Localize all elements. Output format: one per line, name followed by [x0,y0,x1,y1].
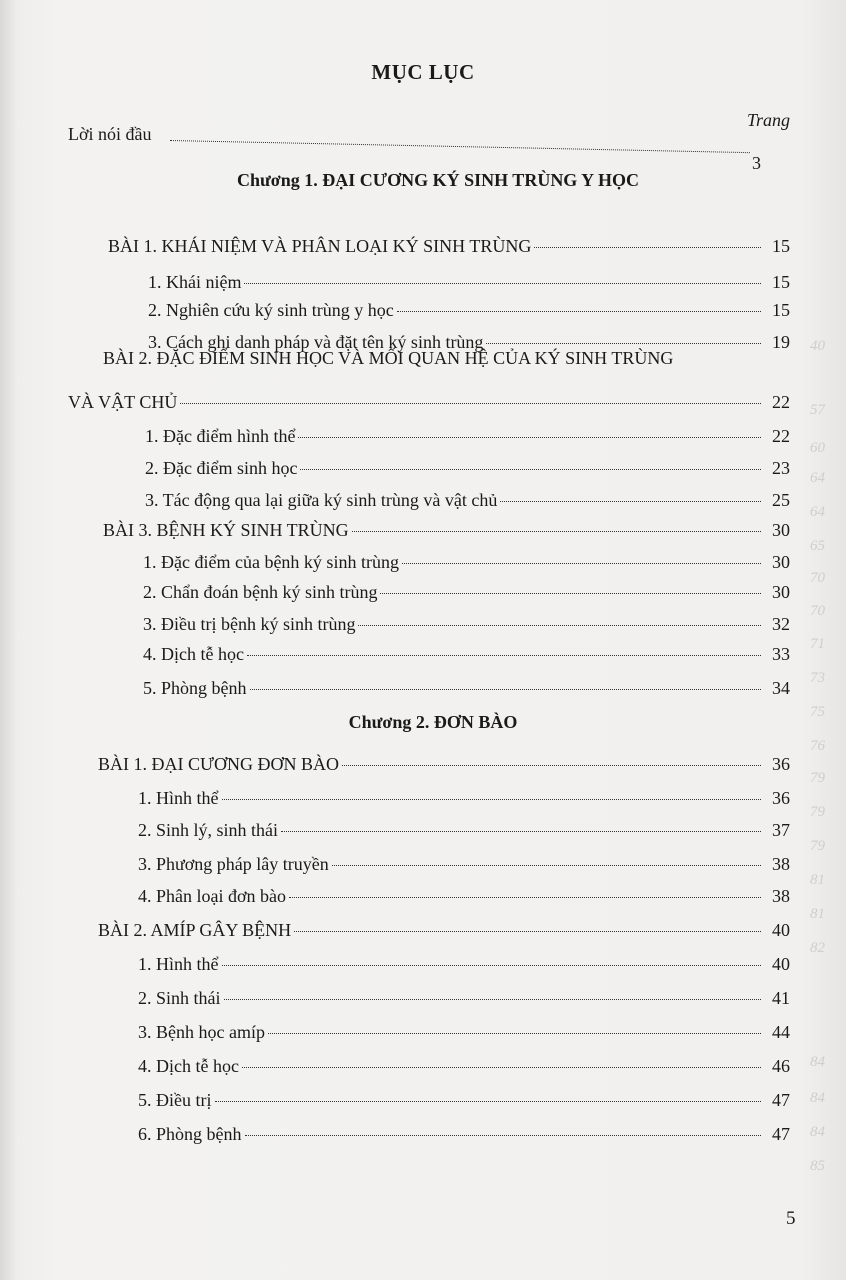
toc-page-number: 22 [772,426,790,446]
dot-leader [332,865,761,866]
toc-item-label: 2. Chẩn đoán bệnh ký sinh trùng [143,582,378,602]
dot-leader [402,563,761,564]
toc-item-row [138,1022,790,1043]
toc-item-row [148,272,790,293]
toc-item-row [143,582,790,603]
toc-lesson-row [103,520,790,541]
toc-item-label: 5. Phòng bệnh [143,678,247,698]
bleed-through-number: 76 [810,738,825,754]
toc-item-row [143,614,790,635]
dot-leader [352,531,761,532]
toc-page-number: 30 [772,582,790,602]
toc-page-number: 3 [752,153,761,173]
toc-lesson-row [98,754,790,775]
toc-item-label: 3. Cách ghi danh pháp và đặt tên ký sinh trùng [148,332,484,352]
dot-leader [500,501,761,502]
toc-item-row [138,854,790,875]
toc-page-number: 44 [772,1022,790,1042]
toc-page-number: 25 [772,490,790,510]
toc-item-row [143,678,790,699]
toc-item-row [145,490,790,511]
toc-item-row [145,458,790,479]
toc-lesson-row [68,392,790,413]
toc-page-number: 19 [772,332,790,352]
toc-item-label: 2. Sinh lý, sinh thái [138,820,279,840]
toc-page-number: 36 [772,754,790,774]
dot-leader [289,897,761,898]
toc-item-row [143,552,790,573]
toc-item-row [138,1056,790,1077]
toc-item-row [138,988,790,1009]
chapter-heading-1: Chương 1. ĐẠI CƯƠNG KÝ SINH TRÙNG Y HỌC [237,170,639,190]
bleed-through-number: 65 [810,538,825,554]
toc-page-number: 38 [772,854,790,874]
dot-leader [250,689,762,690]
bleed-through-number: 84 [810,1124,825,1140]
page-column-label: Trang [746,110,790,130]
dot-leader [486,343,761,344]
bleed-through-number: 79 [810,838,825,854]
toc-lesson-row [98,920,790,941]
dot-leader [358,625,761,626]
toc-item-label: 4. Dịch tễ học [143,644,244,664]
page-number-footer: 5 [786,1208,796,1229]
toc-page-number: 36 [772,788,790,808]
dot-leader [245,1135,762,1136]
toc-item-label: 5. Điều trị [138,1090,212,1110]
bleed-through-number: 84 [810,1090,825,1106]
bleed-through-number: 73 [810,670,825,686]
toc-item-label: 1. Hình thể [138,954,219,974]
dot-leader [281,831,761,832]
toc-page-number: 46 [772,1056,790,1076]
toc-item-label: 2. Nghiên cứu ký sinh trùng y học [148,300,394,320]
toc-item-row [138,788,790,809]
toc-lesson-label: BÀI 3. BỆNH KÝ SINH TRÙNG [103,520,349,540]
bleed-through-number: 70 [810,570,825,586]
bleed-through-number: 82 [810,940,825,956]
toc-item-label: 1. Đặc điểm của bệnh ký sinh trùng [143,552,399,572]
toc-item-label: 2. Đặc điểm sinh học [145,458,298,478]
toc-lesson-label: BÀI 1. KHÁI NIỆM VÀ PHÂN LOẠI KÝ SINH TRÙNG [108,236,532,256]
toc-item-row [148,300,790,321]
toc-item-label: 4. Phân loại đơn bào [138,886,286,906]
toc-lesson-row [108,236,790,257]
toc-item-row [138,1124,790,1145]
toc-item-row [138,886,790,907]
bleed-through-number: 70 [810,603,825,619]
toc-item-label: 2. Sinh thái [138,988,221,1008]
toc-page-number: 47 [772,1124,790,1144]
bleed-through-number: 79 [810,770,825,786]
toc-page-number: 15 [772,300,790,320]
bleed-through-number: 71 [810,636,825,652]
toc-page-number: 38 [772,886,790,906]
toc-page-number: 37 [772,820,790,840]
bleed-through-number: 79 [810,804,825,820]
toc-page-number: 47 [772,1090,790,1110]
bleed-through-number: 75 [810,704,825,720]
dot-leader [215,1101,762,1102]
chapter-heading-2: Chương 2. ĐƠN BÀO [348,712,518,732]
bleed-through-number: 57 [810,402,825,418]
toc-item-row [138,1090,790,1111]
toc-item-label: 1. Khái niệm [148,272,242,292]
dot-leader [222,965,762,966]
toc-item-row [138,820,790,841]
toc-item-label: 1. Đặc điểm hình thể [145,426,296,446]
dot-leader [244,283,761,284]
dot-leader [300,469,761,470]
toc-page-number: 23 [772,458,790,478]
dot-leader [298,437,761,438]
bleed-through-number: 40 [810,338,825,354]
toc-page-number: 40 [772,954,790,974]
toc-lesson-label-line2: VÀ VẬT CHỦ [68,392,178,412]
toc-page-number: 40 [772,920,790,940]
toc-page-number: 15 [772,236,790,256]
dot-leader [380,593,761,594]
dot-leader [534,247,761,248]
dot-leader [247,655,761,656]
toc-item-label: 3. Bệnh học amíp [138,1022,265,1042]
toc-item-row [143,644,790,665]
toc-lesson-label-line1: BÀI 2. ĐẶC ĐIỂM SINH HỌC VÀ MỐI QUAN HỆ CỦA KÝ SINH TRÙNG [103,348,674,368]
bleed-through-number: 84 [810,1054,825,1070]
bleed-through-number: 60 [810,440,825,456]
toc-page-number: 15 [772,272,790,292]
dot-leader [180,403,761,404]
toc-item-label: 4. Dịch tễ học [138,1056,239,1076]
page-title: MỤC LỤC [371,60,475,84]
toc-item-row [145,426,790,447]
bleed-through-number: 64 [810,504,825,520]
toc-item-label: 6. Phòng bệnh [138,1124,242,1144]
toc-entry-intro: Lời nói đầu [68,124,152,144]
toc-item-label: 3. Điều trị bệnh ký sinh trùng [143,614,356,634]
toc-lesson-label: BÀI 1. ĐẠI CƯƠNG ĐƠN BÀO [98,754,339,774]
dot-leader [170,140,750,173]
bleed-through-number: 81 [810,872,825,888]
toc-item-label: 3. Tác động qua lại giữa ký sinh trùng và vật chủ [145,490,498,510]
toc-lesson-label: BÀI 2. AMÍP GÂY BỆNH [98,920,292,940]
toc-page-number: 30 [772,520,790,540]
dot-leader [268,1033,761,1034]
dot-leader [224,999,761,1000]
dot-leader [397,311,761,312]
dot-leader [294,931,761,932]
bleed-through-number: 64 [810,470,825,486]
toc-item-label: 3. Phương pháp lây truyền [138,854,329,874]
bleed-through-number: 85 [810,1158,825,1174]
toc-page-number: 32 [772,614,790,634]
toc-item-label: 1. Hình thể [138,788,219,808]
toc-page-number: 41 [772,988,790,1008]
dot-leader [342,765,761,766]
toc-item-row [138,954,790,975]
toc-page-number: 22 [772,392,790,412]
toc-page-number: 34 [772,678,790,698]
dot-leader [242,1067,761,1068]
toc-page-number: 30 [772,552,790,572]
toc-page-number: 33 [772,644,790,664]
bleed-through-number: 81 [810,906,825,922]
dot-leader [222,799,762,800]
